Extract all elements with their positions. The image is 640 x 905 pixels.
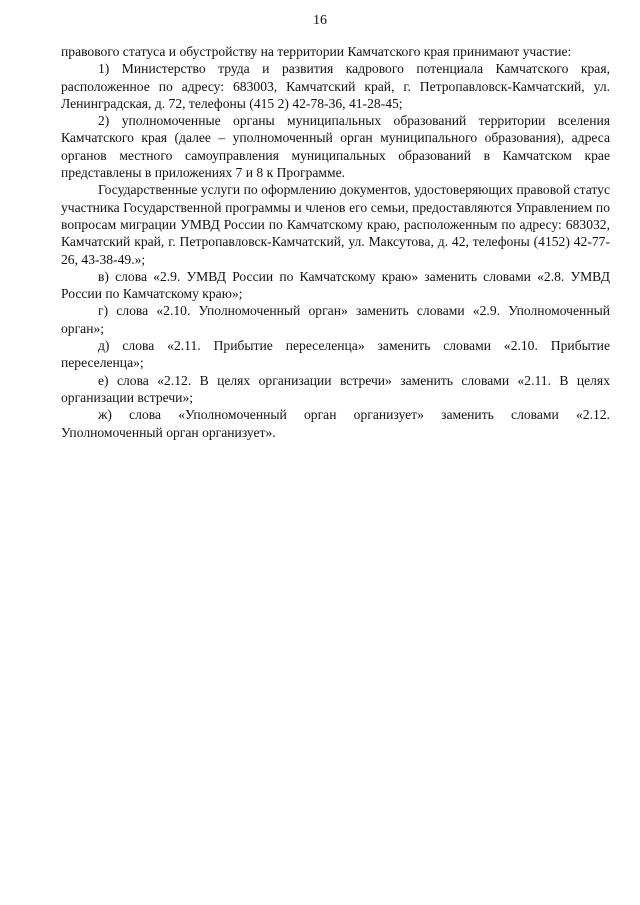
paragraph-item-zh: ж) слова «Уполномоченный орган организует» заменить словами «2.12. Уполномоченный орган организует». [61, 407, 610, 440]
paragraph-item-e: е) слова «2.12. В целях организации встречи» заменить словами «2.11. В целях организации встречи»; [61, 372, 610, 405]
paragraph-item-g: г) слова «2.10. Уполномоченный орган» заменить словами «2.9. Уполномоченный орган»; [61, 303, 610, 336]
paragraph-ministry: 1) Министерство труда и развития кадрового потенциала Камчатского края, расположенное по адресу: 683003, Камчатский край, г. Петропавловск-Камчатский, ул. Ленинградская, д. 72, телефоны (415 2) 42-78-36, 41-28-45; [61, 61, 610, 111]
paragraph-item-v: в) слова «2.9. УМВД России по Камчатскому краю» заменить словами «2.8. УМВД России по Камчатскому краю»; [61, 268, 610, 302]
paragraph-item-d: д) слова «2.11. Прибытие переселенца» заменить словами «2.10. Прибытие переселенца»; [61, 338, 610, 371]
page-number: 16 [313, 13, 327, 28]
paragraph-continuation: правового статуса и обустройству на территории Камчатского края принимают участие: [61, 44, 572, 59]
paragraph-municipal-bodies: 2) уполномоченные органы муниципальных образований территории вселения Камчатского края (далее – уполномоченный орган муниципального образования), адреса органов местного самоуправления муниципальных образований в Камчатском крае представлены в приложениях 7 и 8 к Программе. [61, 113, 610, 181]
paragraph-state-services: Государственные услуги по оформлению документов, удостоверяющих правовой статус участника Государственной программы и членов его семьи, предоставляются Управлением по вопросам миграции УМВД России по Камчатскому краю, расположенным по адресу: 683032, Камчатский край, г. Петропавловск-Камчатский, ул. Максутова, д. 42, телефоны (4152) 42-77-26, 43-38-49.»; [61, 182, 610, 267]
document-body [61, 43, 610, 441]
